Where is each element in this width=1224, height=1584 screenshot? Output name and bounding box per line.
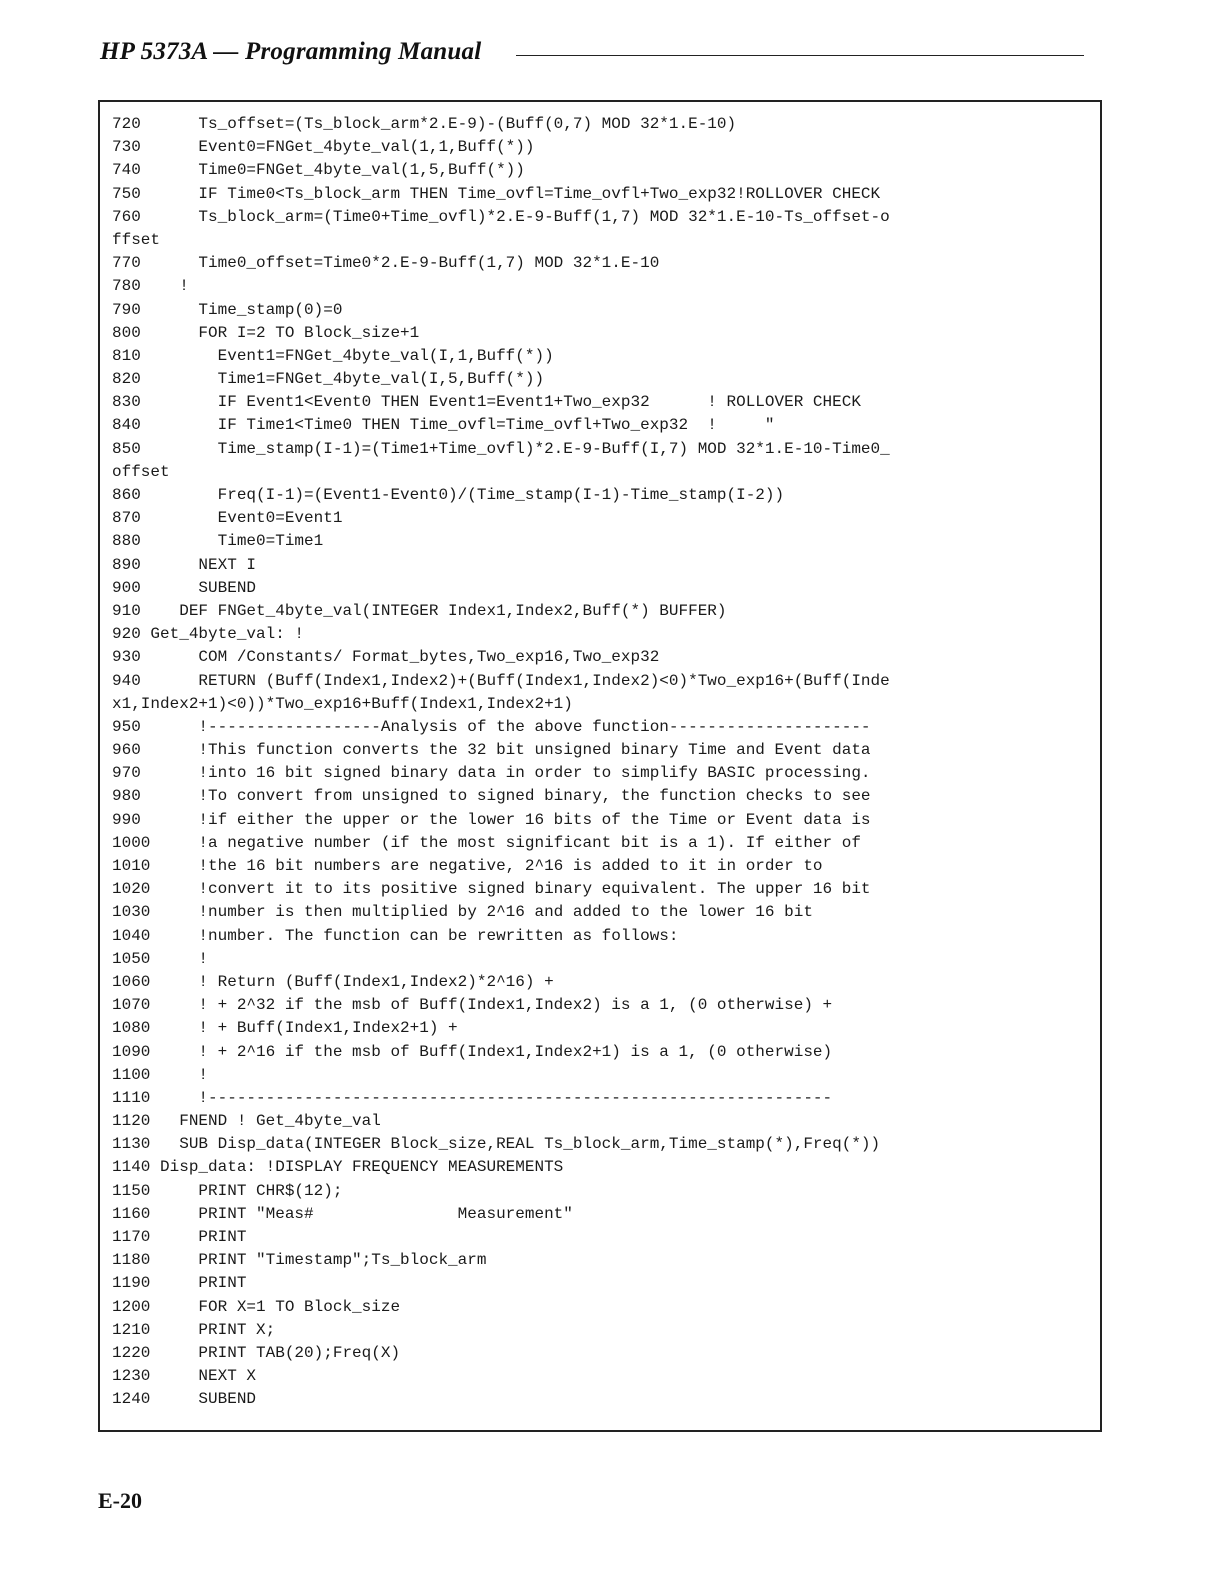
code-line: 880 Time0=Time1 <box>112 532 324 551</box>
code-line: 980 !To convert from unsigned to signed binary, the function checks to see <box>112 787 871 806</box>
code-line: 860 Freq(I-1)=(Event1-Event0)/(Time_stamp(I-1)-Time_stamp(I-2)) <box>112 486 785 504</box>
code-line: 850 Time_stamp(I-1)=(Time1+Time_ovfl)*2.E-9-Buff(I,7) MOD 32*1.E-10-Time0_ <box>112 439 890 458</box>
code-line: offset <box>112 462 170 481</box>
code-line: 990 !if either the upper or the lower 16 bits of the Time or Event data is <box>112 810 871 829</box>
code-line: 1240 SUBEND <box>112 1390 257 1409</box>
code-line: 970 !into 16 bit signed binary data in order to simplify BASIC processing. <box>112 764 871 783</box>
code-line: 720 Ts_offset=(Ts_block_arm*2.E-9)-(Buff(0,7) MOD 32*1.E-10) <box>112 115 737 133</box>
code-line: 1170 PRINT <box>112 1228 247 1246</box>
code-line: 740 Time0=FNGet_4byte_val(1,5,Buff(*)) <box>112 161 525 180</box>
code-line: 1100 ! <box>112 1065 209 1084</box>
code-line: 1040 !number. The function can be rewritten as follows: <box>112 926 679 945</box>
code-line: 1150 PRINT CHR$(12); <box>112 1181 343 1200</box>
code-line: 930 COM /Constants/ Format_bytes,Two_exp16,Two_exp32 <box>112 648 660 667</box>
code-line: 960 !This function converts the 32 bit unsigned binary Time and Event data <box>112 741 871 760</box>
code-line: 1210 PRINT X; <box>112 1320 276 1339</box>
code-line: 1140 Disp_data: !DISPLAY FREQUENCY MEASUREMENTS <box>112 1158 564 1177</box>
code-line: 730 Event0=FNGet_4byte_val(1,1,Buff(*)) <box>112 138 535 157</box>
code-line: 810 Event1=FNGet_4byte_val(I,1,Buff(*)) <box>112 346 554 365</box>
code-line: 1000 !a negative number (if the most significant bit is a 1). If either of <box>112 833 861 852</box>
code-line: 1030 !number is then multiplied by 2^16 and added to the lower 16 bit <box>112 903 813 922</box>
code-line: 900 SUBEND <box>112 578 257 597</box>
code-line: 1110 !----------------------------------------------------------------- <box>112 1088 833 1107</box>
code-line: 1130 SUB Disp_data(INTEGER Block_size,REAL Ts_block_arm,Time_stamp(*),Freq(*)) <box>112 1135 881 1154</box>
code-line: 890 NEXT I <box>112 555 257 574</box>
code-line: 780 ! <box>112 277 189 296</box>
code-line: ffset <box>112 230 161 249</box>
code-line: 950 !------------------Analysis of the above function--------------------- <box>112 717 871 736</box>
code-line: 1090 ! + 2^16 if the msb of Buff(Index1,Index2+1) is a 1, (0 otherwise) <box>112 1042 833 1061</box>
code-line: 830 IF Event1<Event0 THEN Event1=Event1+Two_exp32 ! ROLLOVER CHECK <box>112 393 861 412</box>
code-line: 1180 PRINT "Timestamp";Ts_block_arm <box>112 1251 487 1270</box>
code-line: 1200 FOR X=1 TO Block_size <box>112 1297 401 1316</box>
code-line: 1010 !the 16 bit numbers are negative, 2^16 is added to it in order to <box>112 857 823 875</box>
code-line: 1070 ! + 2^32 if the msb of Buff(Index1,Index2) is a 1, (0 otherwise) + <box>112 996 833 1015</box>
code-line: 1050 ! <box>112 949 209 968</box>
code-line: 1080 ! + Buff(Index1,Index2+1) + <box>112 1019 458 1038</box>
code-line: 820 Time1=FNGet_4byte_val(I,5,Buff(*)) <box>112 370 545 389</box>
code-line: 1190 PRINT <box>112 1274 247 1293</box>
code-line: 840 IF Time1<Time0 THEN Time_ovfl=Time_ovfl+Two_exp32 ! " <box>112 416 775 435</box>
header-rule <box>516 55 1084 56</box>
code-listing-box <box>98 100 1102 1432</box>
code-line: 1020 !convert it to its positive signed binary equivalent. The upper 16 bit <box>112 880 871 899</box>
code-line: 870 Event0=Event1 <box>112 509 343 528</box>
code-line: 920 Get_4byte_val: ! <box>112 625 305 644</box>
code-line: 760 Ts_block_arm=(Time0+Time_ovfl)*2.E-9-Buff(1,7) MOD 32*1.E-10-Ts_offset-o <box>112 207 890 226</box>
code-line: 1230 NEXT X <box>112 1367 257 1386</box>
code-line: 940 RETURN (Buff(Index1,Index2)+(Buff(Index1,Index2)<0)*Two_exp16+(Buff(Inde <box>112 671 890 690</box>
code-line: x1,Index2+1)<0))*Two_exp16+Buff(Index1,Index2+1) <box>112 694 573 713</box>
code-listing <box>112 113 890 1412</box>
code-line: 1060 ! Return (Buff(Index1,Index2)*2^16) + <box>112 972 554 991</box>
manual-header-title: HP 5373A — Programming Manual <box>100 38 482 65</box>
code-line: 1220 PRINT TAB(20);Freq(X) <box>112 1343 401 1362</box>
code-line: 770 Time0_offset=Time0*2.E-9-Buff(1,7) MOD 32*1.E-10 <box>112 254 660 273</box>
code-line: 1120 FNEND ! Get_4byte_val <box>112 1112 381 1131</box>
code-line: 790 Time_stamp(0)=0 <box>112 300 343 319</box>
code-line: 800 FOR I=2 TO Block_size+1 <box>112 323 420 342</box>
code-line: 1160 PRINT "Meas# Measurement" <box>112 1204 573 1223</box>
code-line: 910 DEF FNGet_4byte_val(INTEGER Index1,Index2,Buff(*) BUFFER) <box>112 601 727 620</box>
page-number: E-20 <box>98 1488 142 1513</box>
code-line: 750 IF Time0<Ts_block_arm THEN Time_ovfl=Time_ovfl+Two_exp32!ROLLOVER CHECK <box>112 184 881 203</box>
